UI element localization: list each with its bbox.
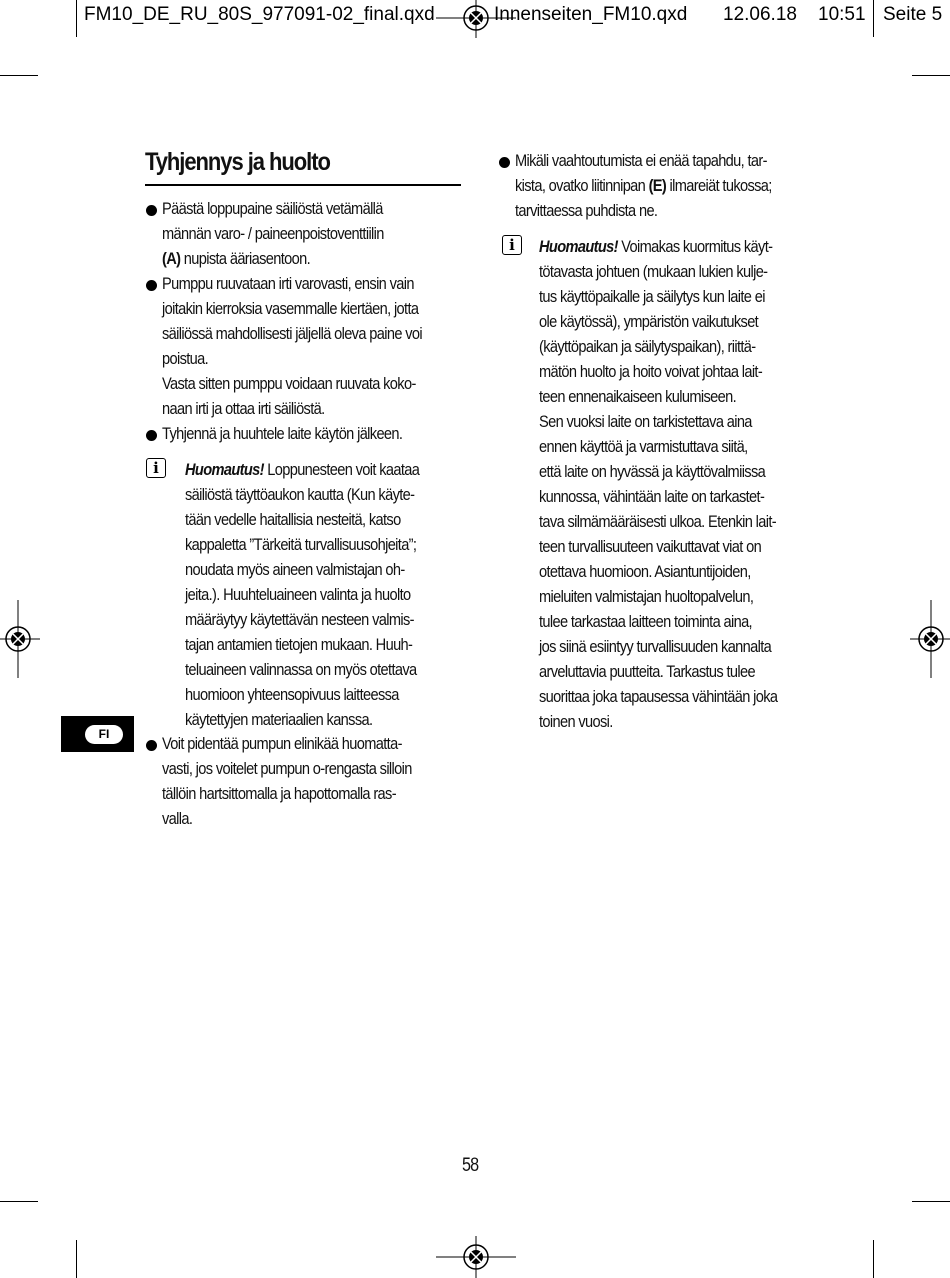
text-line: vasti, jos voitelet pumpun o-rengasta silloin: [162, 759, 412, 778]
info-icon: i: [146, 458, 166, 478]
left-bullet-1: [162, 196, 384, 271]
note-label: Huomautus!: [185, 460, 264, 479]
text-line: Huomautus! Voimakas kuormitus käyt-: [539, 237, 773, 256]
section-heading: Tyhjennys ja huolto: [145, 148, 330, 176]
text-line: jos siinä esiintyy turvallisuuden kannalta: [539, 637, 772, 656]
text-line: tajan antamien tietojen mukaan. Huuh-: [185, 635, 413, 654]
heading-rule: [145, 184, 461, 186]
text-line: Tyhjennä ja huuhtele laite käytön jälkeen.: [162, 424, 403, 443]
note-label: Huomautus!: [539, 237, 618, 256]
slug-time: 10:51: [818, 4, 866, 25]
left-bullet-4: [162, 731, 412, 831]
text-line: teen ennenaikaiseen kulumiseen.: [539, 387, 737, 406]
text-line: kappaletta ”Tärkeitä turvallisuusohjeita”;: [185, 535, 417, 554]
language-tab-label: FI: [85, 725, 123, 744]
text-line: teluaineen valinnassa on myös otettava: [185, 660, 417, 679]
slug-date: 12.06.18: [723, 4, 797, 25]
text-line: Vasta sitten pumppu voidaan ruuvata koko-: [162, 374, 416, 393]
text-line: (käyttöpaikan ja säilytyspaikan), riittä-: [539, 337, 756, 356]
text-line: tarvittaessa puhdista ne.: [515, 201, 658, 220]
text-line: teen turvallisuuteen vaikuttavat viat on: [539, 537, 762, 556]
left-bullet-2: [162, 271, 422, 421]
text-line: Huomautus! Loppunesteen voit kaataa: [185, 460, 420, 479]
bullet-icon: [146, 740, 157, 751]
text-line: joitakin kierroksia vasemmalle kiertäen, jotta: [162, 299, 419, 318]
right-note: [539, 234, 777, 734]
text-line: jeita.). Huuhteluaineen valinta ja huolto: [185, 585, 411, 604]
bullet-icon: [146, 430, 157, 441]
text-line: tava silmämääräisesti ulkoa. Etenkin lait-: [539, 512, 776, 531]
text-line: poistua.: [162, 349, 209, 368]
text-line: noudata myös aineen valmistajan oh-: [185, 560, 405, 579]
crop-mark: [76, 1240, 77, 1278]
crop-mark: [912, 75, 950, 76]
text-line: ennen käyttöä ja varmistuttava siitä,: [539, 437, 748, 456]
slug-filename: FM10_DE_RU_80S_977091-02_final.qxd: [84, 4, 435, 25]
text-line: valla.: [162, 809, 193, 828]
text-line: Voit pidentää pumpun elinikää huomatta-: [162, 734, 402, 753]
text-line: toinen vuosi.: [539, 712, 613, 731]
part-label: (E): [648, 176, 667, 195]
crop-mark: [76, 0, 77, 37]
registration-mark-icon: [910, 600, 950, 678]
page-number: 58: [462, 1155, 479, 1176]
text-line: määräytyy käytettävän nesteen valmis-: [185, 610, 414, 629]
text-line: mätön huolto ja hoito voivat johtaa lait-: [539, 362, 763, 381]
text-line: naan irti ja ottaa irti säiliöstä.: [162, 399, 325, 418]
text-line: säiliössä mahdollisesti jäljellä oleva paine voi: [162, 324, 422, 343]
text-line: käytettyjen materiaalien kanssa.: [185, 710, 373, 729]
text-line: tällöin hartsittomalla ja hapottomalla ras-: [162, 784, 396, 803]
bullet-icon: [146, 205, 157, 216]
text-line: Päästä loppupaine säiliöstä vetämällä: [162, 199, 383, 218]
crop-mark: [0, 75, 38, 76]
text-line: säiliöstä täyttöaukon kautta (Kun käyte-: [185, 485, 415, 504]
text-line: kista, ovatko liitinnipan (E) ilmareiät tukossa;: [515, 176, 772, 195]
text-line: arveluttavia puutteita. Tarkastus tulee: [539, 662, 755, 681]
slug-page: Seite 5: [883, 4, 943, 25]
part-label: (A): [162, 249, 181, 268]
bullet-icon: [146, 280, 157, 291]
text-line: tötavasta johtuen (mukaan lukien kulje-: [539, 262, 768, 281]
right-bullet-1: [515, 148, 772, 223]
language-tab: [61, 716, 134, 752]
registration-mark-icon: [0, 600, 40, 678]
registration-mark-icon: [436, 1236, 516, 1278]
text-line: että laite on hyvässä ja käyttövalmiissa: [539, 462, 766, 481]
text-line: otettava huomioon. Asiantuntijoiden,: [539, 562, 751, 581]
info-icon: i: [502, 235, 522, 255]
crop-mark: [873, 0, 874, 37]
text-line: männän varo- / paineenpoistoventtiilin: [162, 224, 384, 243]
text-line: huomioon yhteensopivuus laitteessa: [185, 685, 399, 704]
slug-document: Innenseiten_FM10.qxd: [494, 4, 688, 25]
left-bullet-3: [162, 421, 402, 446]
text-line: tus käyttöpaikalle ja säilytys kun laite ei: [539, 287, 765, 306]
left-note: [185, 457, 419, 732]
crop-mark: [873, 1240, 874, 1278]
text-line: suorittaa joka tapausessa vähintään joka: [539, 687, 778, 706]
text-line: Pumppu ruuvataan irti varovasti, ensin vain: [162, 274, 414, 293]
text-line: Sen vuoksi laite on tarkistettava aina: [539, 412, 752, 431]
crop-mark: [912, 1201, 950, 1202]
text-line: Mikäli vaahtoutumista ei enää tapahdu, tar-: [515, 151, 767, 170]
text-line: kunnossa, vähintään laite on tarkastet-: [539, 487, 765, 506]
crop-mark: [0, 1201, 38, 1202]
text-line: mieluiten valmistajan huoltopalvelun,: [539, 587, 754, 606]
text-line: (A) nupista ääriasentoon.: [162, 249, 311, 268]
bullet-icon: [499, 157, 510, 168]
text-line: tulee tarkastaa laitteen toiminta aina,: [539, 612, 752, 631]
text-line: tään vedelle haitallisia nesteitä, katso: [185, 510, 401, 529]
text-line: ole käytössä), ympäristön vaikutukset: [539, 312, 759, 331]
registration-mark-icon: [436, 0, 516, 38]
